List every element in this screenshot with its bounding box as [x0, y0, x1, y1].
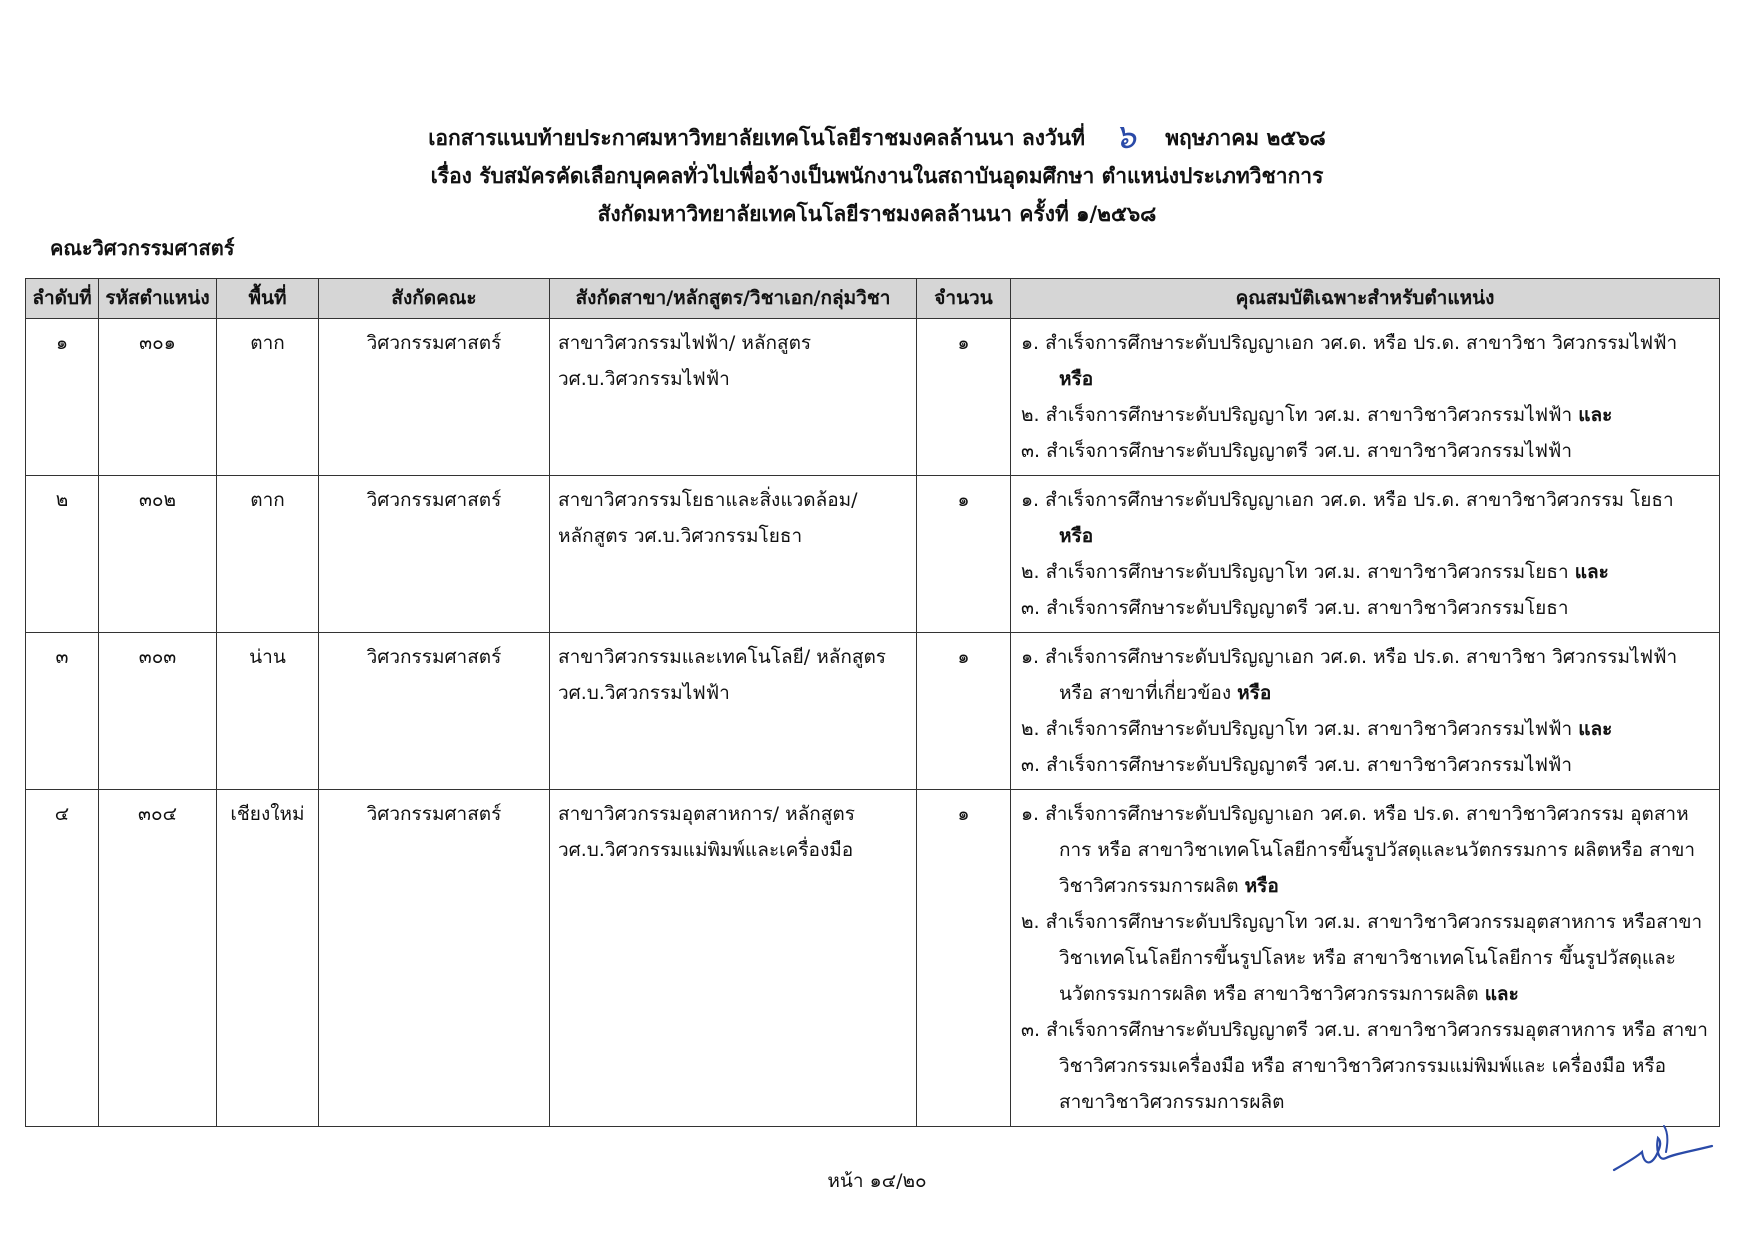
cell-program: สาขาวิศวกรรมโยธาและสิ่งแวดล้อม/ หลักสูตร วศ.บ.วิศวกรรมโยธา: [550, 476, 917, 633]
signature-icon: [1608, 1112, 1718, 1182]
header-line-2: เรื่อง รับสมัครคัดเลือกบุคคลทั่วไปเพื่อจ้างเป็นพนักงานในสถาบันอุดมศึกษา ตำแหน่งประเภทวิชาการ: [430, 164, 1324, 188]
cell-faculty: วิศวกรรมศาสตร์: [319, 633, 550, 790]
col-header-qualifications: คุณสมบัติเฉพาะสำหรับตำแหน่ง: [1011, 279, 1720, 319]
table-row: [26, 319, 1720, 476]
qualification-item: ๒. สำเร็จการศึกษาระดับปริญญาโท วศ.ม. สาขาวิชาวิศวกรรมไฟฟ้า และ: [1021, 718, 1613, 740]
qualification-item: ๑. สำเร็จการศึกษาระดับปริญญาเอก วศ.ด. หรือ ปร.ด. สาขาวิชา วิศวกรรมไฟฟ้า หรือ สาขาที่เกี่ยวข้อง หรือ: [1021, 646, 1678, 704]
header-line-3: สังกัดมหาวิทยาลัยเทคโนโลยีราชมงคลล้านนา ครั้งที่ ๑/๒๕๖๘: [597, 202, 1157, 226]
page-number: หน้า ๑๔/๒๐: [827, 1170, 927, 1192]
cell-count: ๑: [917, 476, 1011, 633]
cell-order: ๒: [26, 476, 99, 633]
table-row: [26, 633, 1720, 790]
cell-code: ๓๐๒: [99, 476, 217, 633]
qualification-item: ๒. สำเร็จการศึกษาระดับปริญญาโท วศ.ม. สาขาวิชาวิศวกรรมอุตสาหการ หรือสาขาวิชาเทคโนโลยีการขึ้นรูปโลหะ หรือ สาขาวิชาเทคโนโลยีการ ขึ้นรูปวัสดุและนวัตกรรมการผลิต หรือ สาขาวิชาวิศวกรรมการผลิต และ: [1021, 911, 1703, 1005]
document-header: [0, 118, 1754, 233]
cell-area: ตาก: [217, 476, 319, 633]
cell-area: น่าน: [217, 633, 319, 790]
col-header-code: รหัสตำแหน่ง: [99, 279, 217, 319]
cell-qualifications: [1011, 319, 1720, 476]
positions-table: [25, 278, 1720, 1127]
qualification-item: ๓. สำเร็จการศึกษาระดับปริญญาตรี วศ.บ. สาขาวิชาวิศวกรรมอุตสาหการ หรือ สาขาวิชาวิศวกรรมเครื่องมือ หรือ สาขาวิชาวิศวกรรมแม่พิมพ์และ เครื่องมือ หรือ สาขาวิชาวิศวกรรมการผลิต: [1021, 1019, 1708, 1113]
cell-program: สาขาวิศวกรรมอุตสาหการ/ หลักสูตร วศ.บ.วิศวกรรมแม่พิมพ์และเครื่องมือ: [550, 790, 917, 1127]
cell-order: ๔: [26, 790, 99, 1127]
qualification-item: ๓. สำเร็จการศึกษาระดับปริญญาตรี วศ.บ. สาขาวิชาวิศวกรรมไฟฟ้า: [1021, 754, 1573, 776]
qualification-item: ๑. สำเร็จการศึกษาระดับปริญญาเอก วศ.ด. หรือ ปร.ด. สาขาวิชา วิศวกรรมไฟฟ้า หรือ: [1021, 332, 1678, 390]
header-text: เอกสารแนบท้ายประกาศมหาวิทยาลัยเทคโนโลยีราชมงคลล้านนา ลงวันที่: [428, 126, 1085, 150]
cell-count: ๑: [917, 319, 1011, 476]
cell-qualifications: [1011, 476, 1720, 633]
cell-order: ๓: [26, 633, 99, 790]
col-header-program: สังกัดสาขา/หลักสูตร/วิชาเอก/กลุ่มวิชา: [550, 279, 917, 319]
cell-code: ๓๐๑: [99, 319, 217, 476]
handwritten-day: ๖: [1114, 117, 1136, 157]
cell-count: ๑: [917, 633, 1011, 790]
faculty-title: คณะวิศวกรรมศาสตร์: [50, 236, 235, 260]
cell-faculty: วิศวกรรมศาสตร์: [319, 319, 550, 476]
qualification-item: ๑. สำเร็จการศึกษาระดับปริญญาเอก วศ.ด. หรือ ปร.ด. สาขาวิชาวิศวกรรม อุตสาหการ หรือ สาขาวิชาเทคโนโลยีการขึ้นรูปวัสดุและนวัตกรรมการ ผลิตหรือ สาขาวิชาวิศวกรรมการผลิต หรือ: [1021, 803, 1696, 897]
cell-faculty: วิศวกรรมศาสตร์: [319, 476, 550, 633]
table-row: [26, 476, 1720, 633]
header-line-1: [0, 118, 1754, 157]
col-header-area: พื้นที่: [217, 279, 319, 319]
qualification-item: ๓. สำเร็จการศึกษาระดับปริญญาตรี วศ.บ. สาขาวิชาวิศวกรรมโยธา: [1021, 597, 1569, 619]
table-row: [26, 790, 1720, 1127]
col-header-count: จำนวน: [917, 279, 1011, 319]
cell-area: เชียงใหม่: [217, 790, 319, 1127]
table-header-row: [26, 279, 1720, 319]
col-header-faculty: สังกัดคณะ: [319, 279, 550, 319]
cell-qualifications: [1011, 790, 1720, 1127]
cell-program: สาขาวิศวกรรมและเทคโนโลยี/ หลักสูตร วศ.บ.วิศวกรรมไฟฟ้า: [550, 633, 917, 790]
qualification-item: ๑. สำเร็จการศึกษาระดับปริญญาเอก วศ.ด. หรือ ปร.ด. สาขาวิชาวิศวกรรม โยธา หรือ: [1021, 489, 1674, 547]
qualification-item: ๒. สำเร็จการศึกษาระดับปริญญาโท วศ.ม. สาขาวิชาวิศวกรรมไฟฟ้า และ: [1021, 404, 1613, 426]
qualification-item: ๒. สำเร็จการศึกษาระดับปริญญาโท วศ.ม. สาขาวิชาวิศวกรรมโยธา และ: [1021, 561, 1609, 583]
qualification-item: ๓. สำเร็จการศึกษาระดับปริญญาตรี วศ.บ. สาขาวิชาวิศวกรรมไฟฟ้า: [1021, 440, 1573, 462]
col-header-order: ลำดับที่: [26, 279, 99, 319]
cell-program: สาขาวิศวกรรมไฟฟ้า/ หลักสูตร วศ.บ.วิศวกรรมไฟฟ้า: [550, 319, 917, 476]
cell-faculty: วิศวกรรมศาสตร์: [319, 790, 550, 1127]
cell-code: ๓๐๔: [99, 790, 217, 1127]
cell-count: ๑: [917, 790, 1011, 1127]
cell-order: ๑: [26, 319, 99, 476]
header-month-year: พฤษภาคม ๒๕๖๘: [1165, 126, 1326, 150]
cell-qualifications: [1011, 633, 1720, 790]
cell-code: ๓๐๓: [99, 633, 217, 790]
cell-area: ตาก: [217, 319, 319, 476]
